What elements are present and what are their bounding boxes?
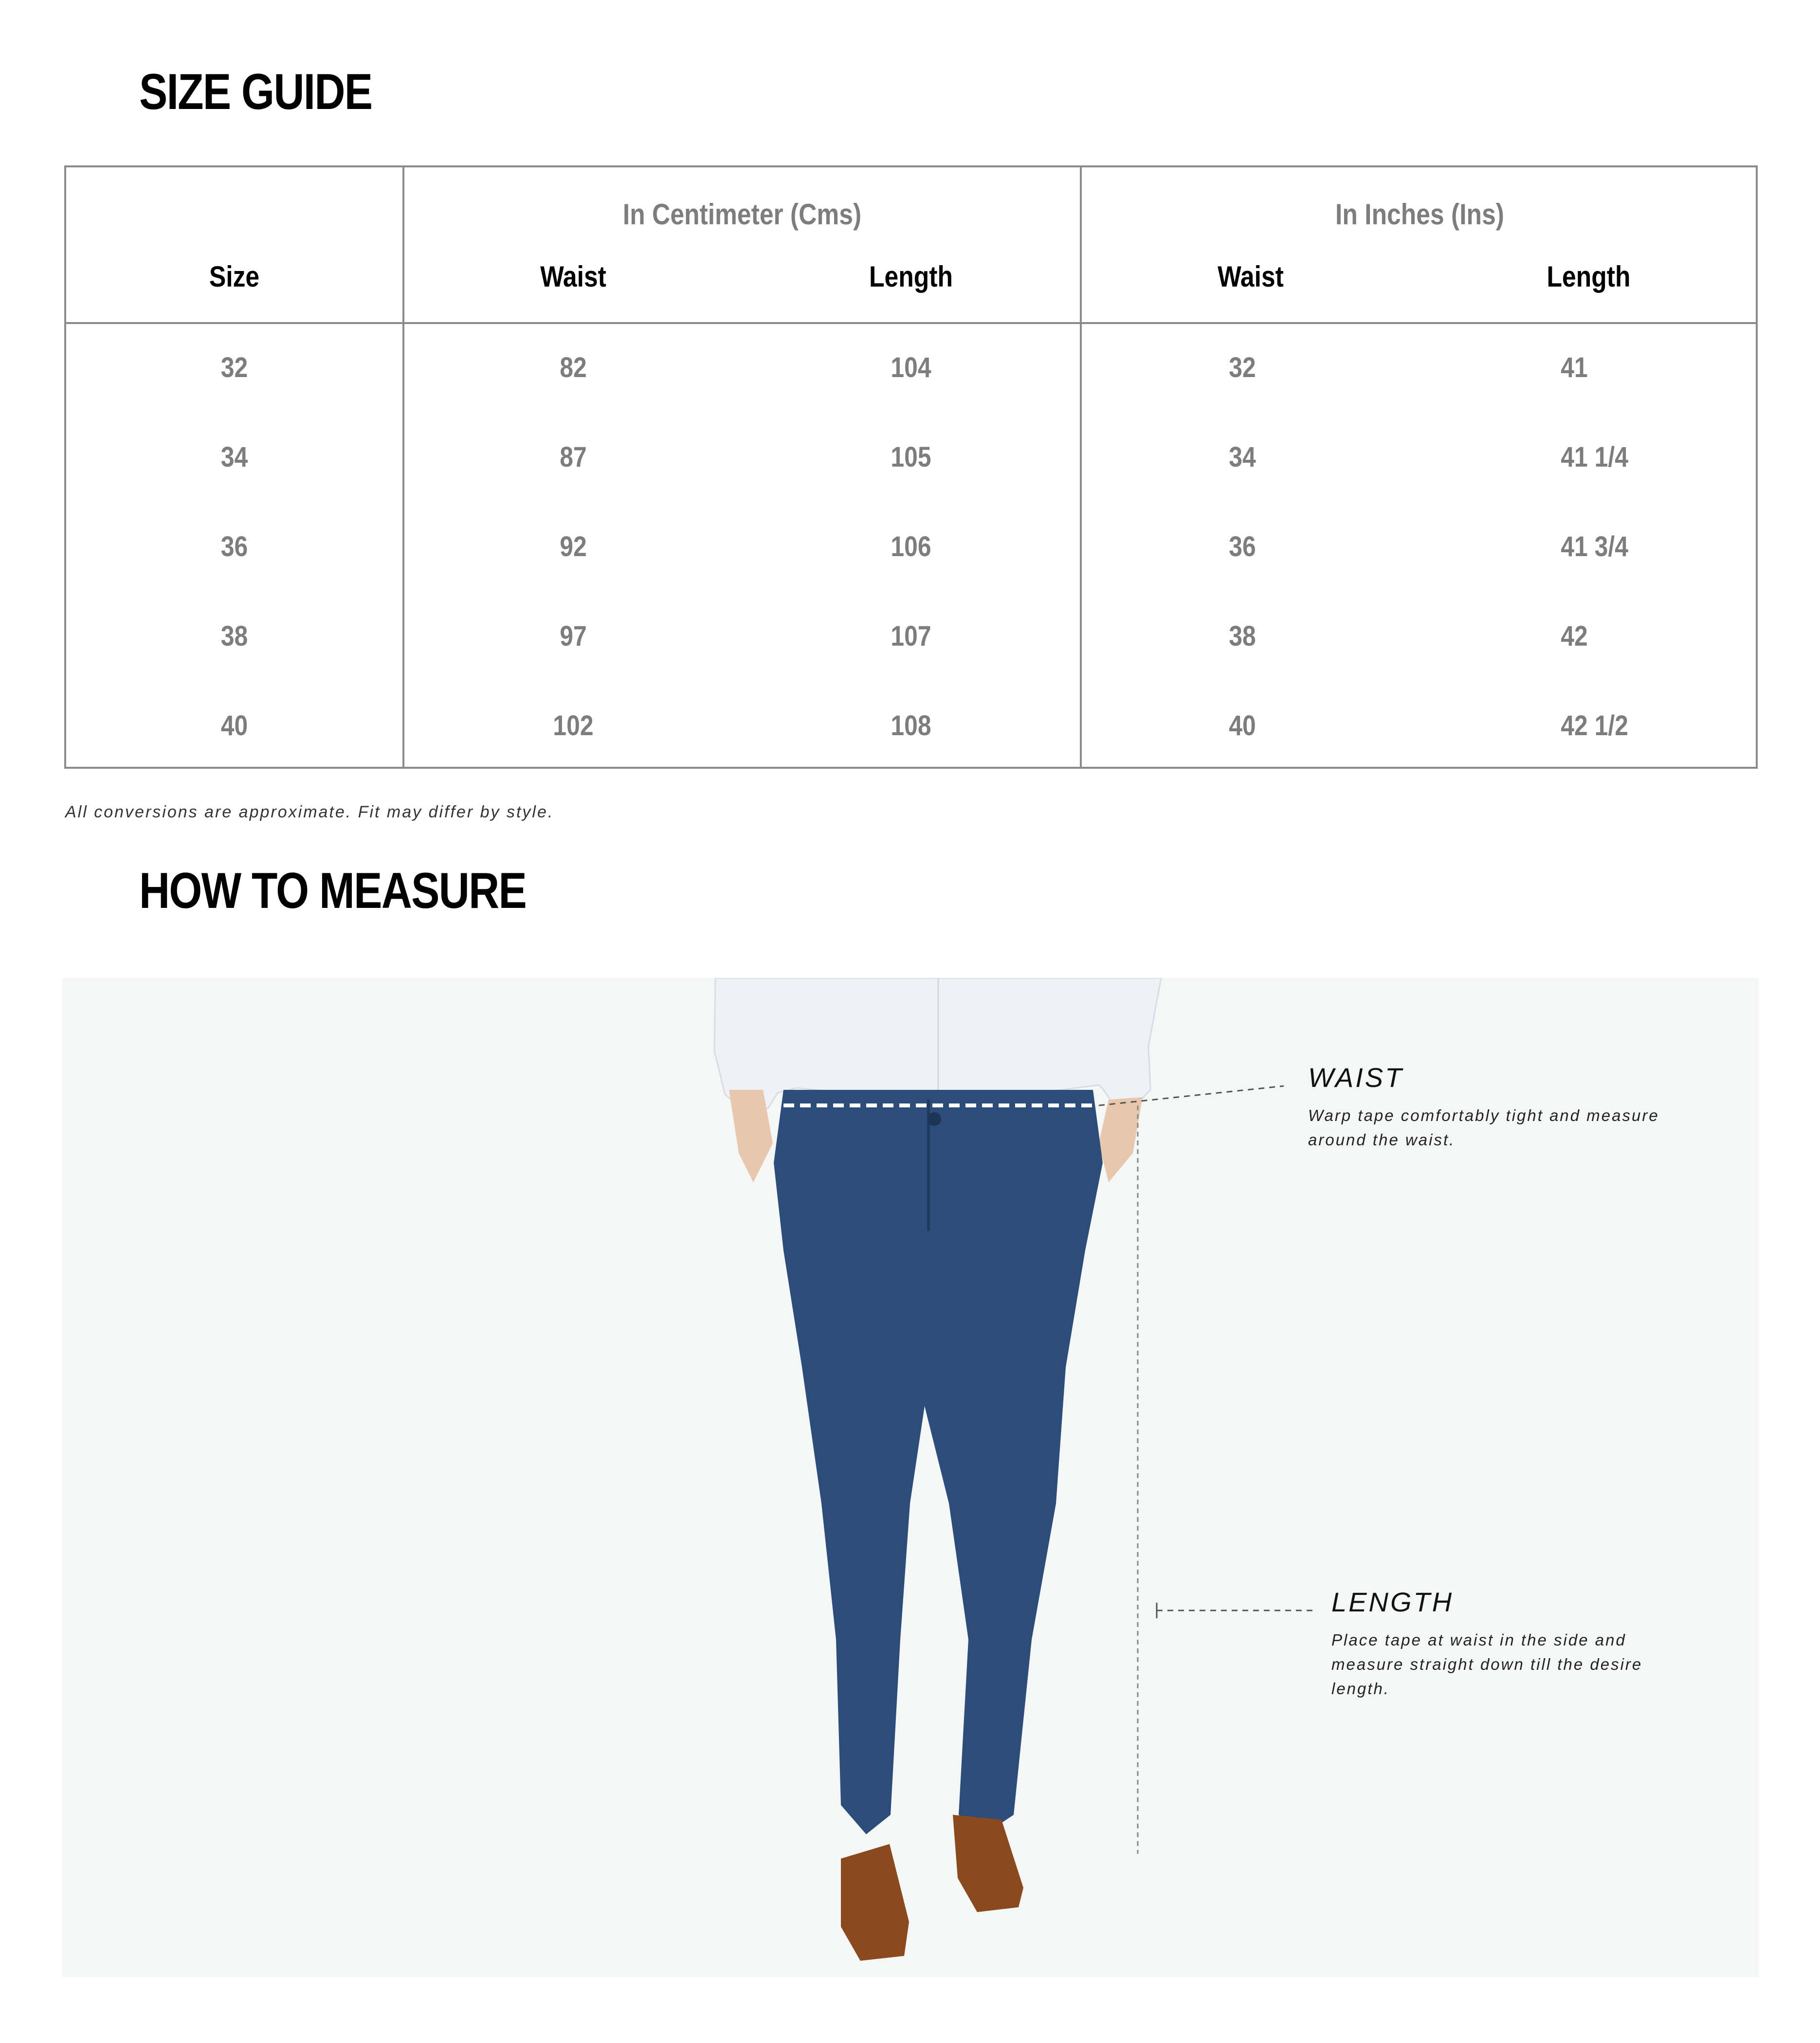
col-header-in-length: Length (1547, 260, 1631, 293)
table-divider (1080, 167, 1082, 767)
table-cell-size: 36 (220, 531, 248, 562)
how-to-measure-title: HOW TO MEASURE (139, 863, 527, 919)
table-cell-cm-length: 108 (891, 710, 931, 741)
table-cell-size: 38 (220, 620, 248, 652)
table-cell-cm-waist: 97 (560, 620, 587, 652)
size-guide-title: SIZE GUIDE (139, 64, 372, 120)
pants-button (928, 1112, 941, 1126)
table-cell-cm-waist: 92 (560, 531, 587, 562)
table-cell-cm-waist: 82 (560, 352, 587, 383)
table-cell-in-length: 42 1/2 (1561, 710, 1628, 741)
conversion-note: All conversions are approximate. Fit may differ by style. (65, 803, 554, 821)
waist-title: WAIST (1308, 1062, 1404, 1093)
table-cell-size: 40 (220, 710, 248, 741)
table-cell-in-length: 41 1/4 (1561, 441, 1628, 473)
table-cell-in-length: 41 3/4 (1561, 531, 1628, 562)
table-cell-in-length: 41 (1561, 352, 1588, 383)
length-title: LENGTH (1331, 1587, 1454, 1617)
right-hand (1099, 1097, 1143, 1182)
table-cell-cm-waist: 87 (560, 441, 587, 473)
table-cell-in-waist: 34 (1229, 441, 1256, 473)
table-cell-cm-length: 107 (891, 620, 931, 652)
table-cell-size: 34 (220, 441, 248, 473)
length-description: Place tape at waist in the side and measure straight down till the desire length. (1331, 1631, 1643, 1698)
col-header-in-waist: Waist (1218, 260, 1284, 293)
col-header-size: Size (209, 260, 260, 293)
table-cell-cm-length: 106 (891, 531, 931, 562)
table-cell-cm-length: 105 (891, 441, 931, 473)
measure-illustration-panel (62, 978, 1759, 1977)
left-shoe (841, 1844, 909, 1961)
table-cell-in-length: 42 (1561, 620, 1588, 652)
waist-description: Warp tape comfortably tight and measure around the waist. (1308, 1106, 1659, 1149)
group-header-in: In Inches (Ins) (1335, 198, 1504, 231)
table-cell-cm-length: 104 (891, 352, 931, 383)
right-shoe (953, 1815, 1023, 1912)
pants-shape (774, 1090, 1103, 1834)
table-cell-in-waist: 32 (1229, 352, 1256, 383)
table-divider (402, 167, 404, 767)
table-cell-in-waist: 38 (1229, 620, 1256, 652)
group-header-cm: In Centimeter (Cms) (622, 198, 862, 231)
size-table (64, 165, 1758, 769)
table-cell-cm-waist: 102 (553, 710, 594, 741)
table-cell-in-waist: 40 (1229, 710, 1256, 741)
table-header-divider (66, 322, 1756, 324)
col-header-cm-length: Length (869, 260, 953, 293)
table-cell-size: 32 (220, 352, 248, 383)
table-cell-in-waist: 36 (1229, 531, 1256, 562)
col-header-cm-waist: Waist (540, 260, 606, 293)
